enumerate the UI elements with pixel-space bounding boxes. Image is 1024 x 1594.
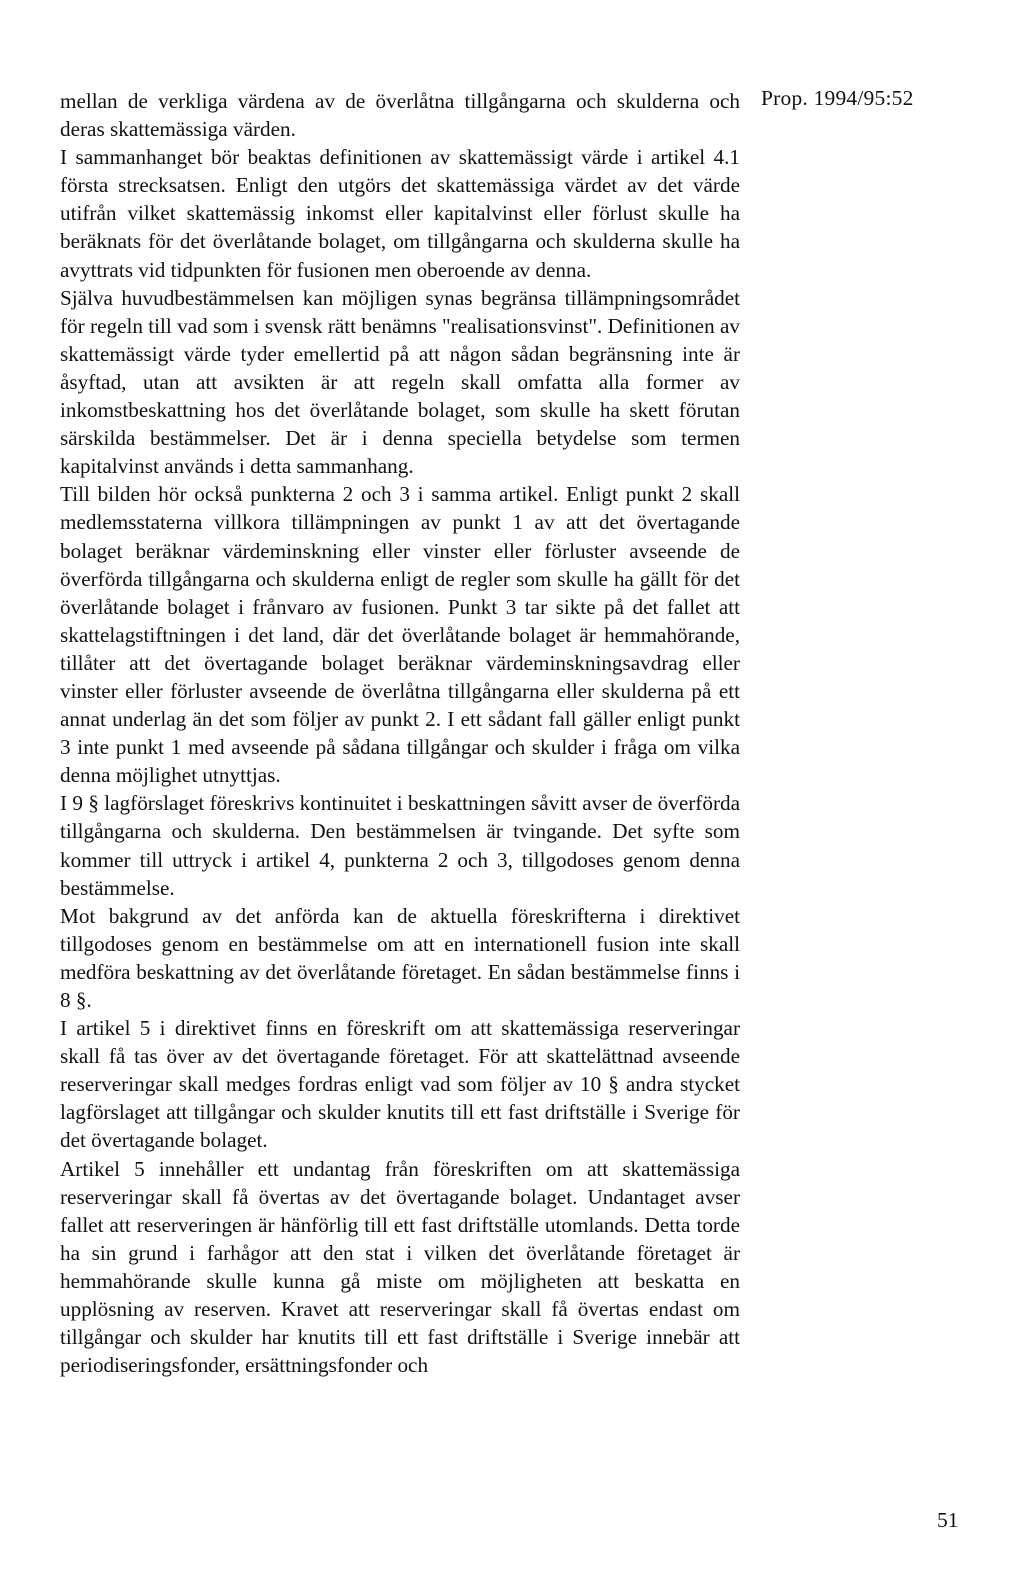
paragraph-1: mellan de verkliga värdena av de överlåtna tillgångarna och skulderna och deras skattemässiga värden. bbox=[60, 89, 740, 142]
page-number: 51 bbox=[937, 1508, 959, 1532]
prop-reference: Prop. 1994/95:52 bbox=[761, 86, 914, 110]
paragraph-7: I artikel 5 i direktivet finns en föreskrift om att skattemässiga reserveringar skall få tas över av det övertagande företaget. För att skattelättnad avseende reserveringar skall medges fordras enligt vad som följer av 10 § andra stycket lagförslaget att tillgångar och skulder knutits till ett fast driftställe i Sverige för det övertagande bolaget. bbox=[60, 1016, 740, 1153]
paragraph-4: Till bilden hör också punkterna 2 och 3 i samma artikel. Enligt punkt 2 skall medlemsstaterna villkora tillämpningen av punkt 1 av att det övertagande bolaget beräknar värdeminskning eller vinster eller förluster avseende de överförda tillgångarna och skulderna enligt de regler som skulle ha gällt för det överlåtande bolaget i frånvaro av fusionen. Punkt 3 tar sikte på det fallet att skattelagstiftningen i det land, där det överlåtande bolaget är hemmahörande, tillåter att det övertagande bolaget beräknar värdeminskningsavdrag eller vinster eller förluster avseende de överlåtna tillgångarna eller skulderna på ett annat underlag än det som följer av punkt 2. I ett sådant fall gäller enligt punkt 3 inte punkt 1 med avseende på sådana tillgångar och skulder i fråga om vilka denna möjlighet utnyttjas. bbox=[60, 482, 740, 788]
paragraph-5: I 9 § lagförslaget föreskrivs kontinuitet i beskattningen såvitt avser de överförda tillgångarna och skulderna. Den bestämmelsen är tvingande. Det syfte som kommer till uttryck i artikel 4, punkterna 2 och 3, tillgodoses genom denna bestämmelse. bbox=[60, 791, 740, 900]
paragraph-3: Själva huvudbestämmelsen kan möjligen synas begränsa tillämpningsområdet för regeln till vad som i svensk rätt benämns "realisationsvinst". Definitionen av skattemässigt värde tyder emellertid på att någon sådan begränsning inte är åsyftad, utan att avsikten är att regeln skall omfatta alla former av inkomstbeskattning hos det överlåtande bolaget, som skulle ha skett förutan särskilda bestämmelser. Det är i denna speciella betydelse som termen kapitalvinst används i detta sammanhang. bbox=[60, 285, 740, 479]
paragraph-2: I sammanhanget bör beaktas definitionen av skattemässigt värde i artikel 4.1 första strecksatsen. Enligt den utgörs det skattemässiga värdet av det värde utifrån vilket skattemässig inkomst eller kapitalvinst eller förlust skulle ha beräknats för det överlåtande bolaget, om tillgångarna och skulderna skulle ha avyttrats vid tidpunkten för fusionen men oberoende av denna. bbox=[60, 145, 740, 282]
paragraph-6: Mot bakgrund av det anförda kan de aktuella föreskrifterna i direktivet tillgodoses genom en bestämmelse om att en internationell fusion inte skall medföra beskattning av det överlåtande företaget. En sådan bestämmelse finns i 8 §. bbox=[60, 903, 740, 1012]
body-text bbox=[60, 87, 740, 1379]
paragraph-8: Artikel 5 innehåller ett undantag från föreskriften om att skattemässiga reserveringar skall få övertas av det övertagande bolaget. Undantaget avser fallet att reserveringen är hänförlig till ett fast driftställe utomlands. Detta torde ha sin grund i farhågor att den stat i vilken det överlåtande företaget är hemmahörande skulle kunna gå miste om möjligheten att beskatta en upplösning av reserven. Kravet att reserveringar skall få övertas endast om tillgångar och skulder har knutits till ett fast driftställe i Sverige innebär att periodiseringsfonder, ersättningsfonder och bbox=[60, 1156, 740, 1378]
